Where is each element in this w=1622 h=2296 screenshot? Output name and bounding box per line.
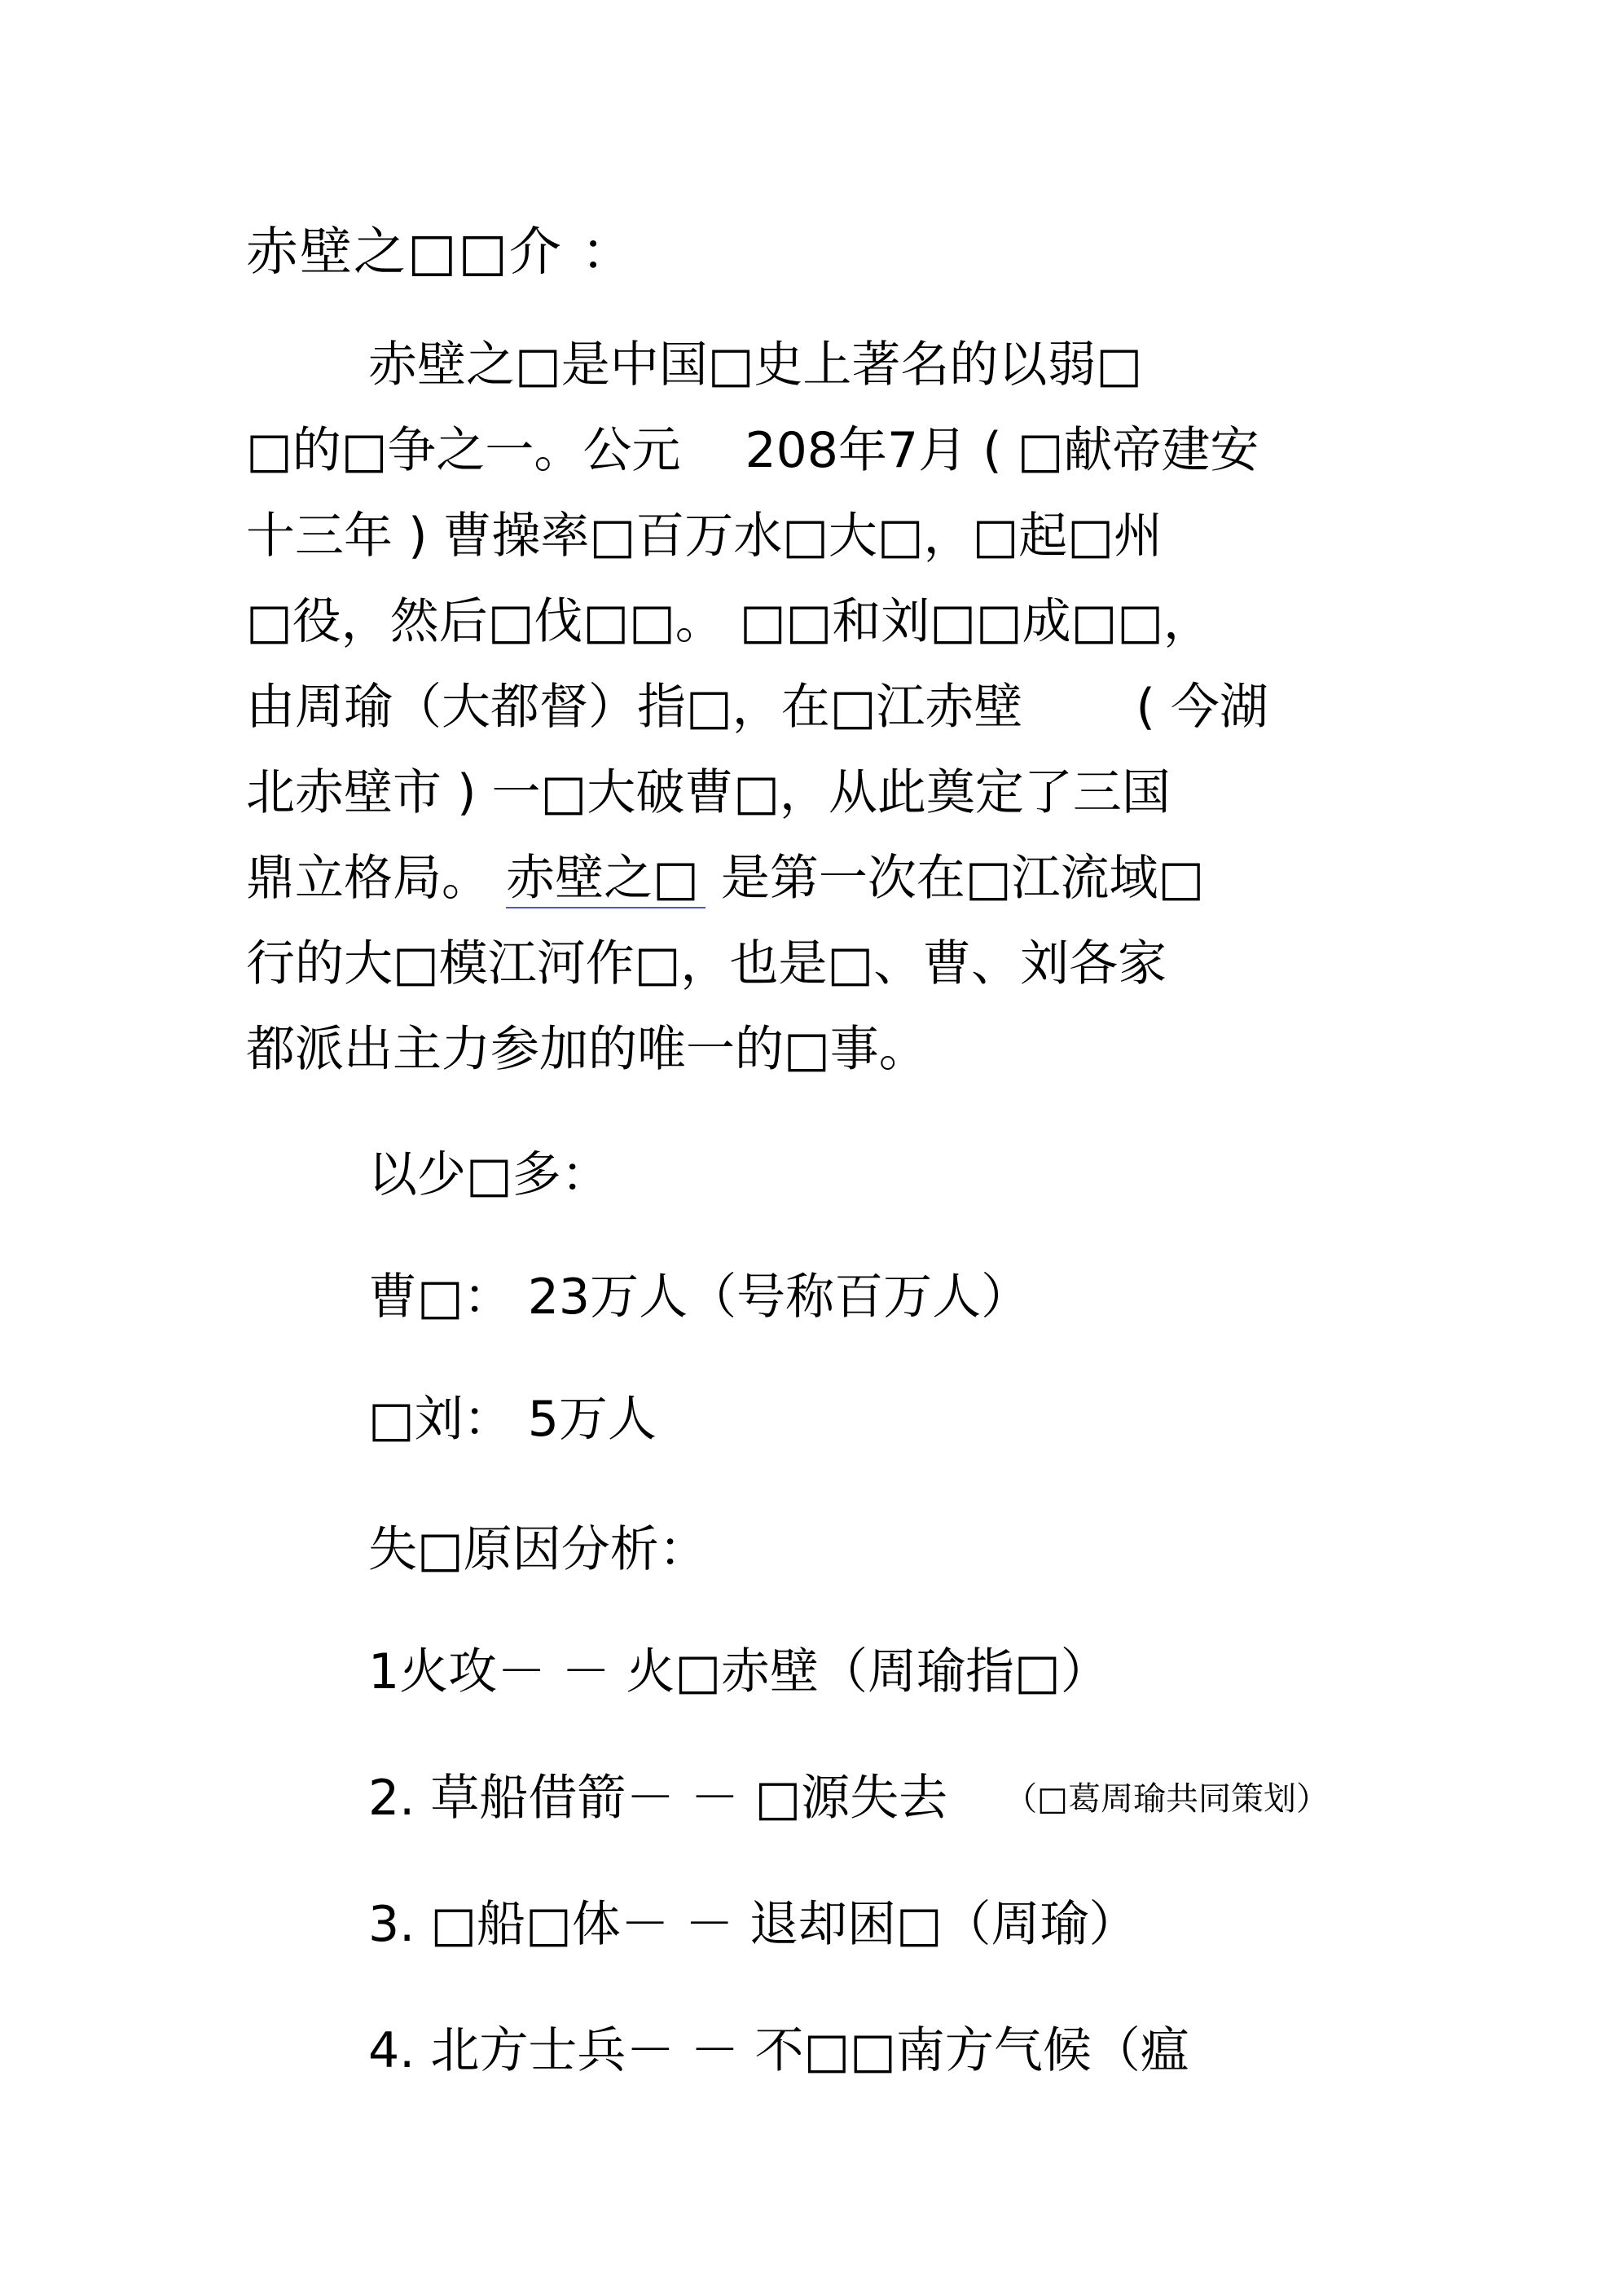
paragraph-line [246,846,1204,911]
list-item: 1火攻－ － 火□赤壁（周瑜指□） [368,1643,1110,1700]
paragraph-line: 都派出主力参加的唯一的□事。 [246,1021,928,1078]
paragraph-text: 是第一次在□江流域□ [705,850,1205,907]
list-item: 3. □船□体－ － 退却困□（周瑜） [368,1896,1138,1953]
paragraph-line: 十三年 ) 曹操率□百万水□大□，□起□州 [246,508,1163,565]
paragraph-line: □役，然后□伐□□。 □□和刘□□成□□， [246,593,1212,650]
list-item: 曹□： 23万人（号称百万人） [368,1269,1031,1326]
paragraph-line: 赤壁之□是中国□史上著名的以弱□ [368,336,1143,394]
paragraph-line: 北赤壁市 ) 一□大破曹□，从此奠定了三国 [246,764,1171,821]
paragraph-line: 由周瑜（大都督）指□，在□江赤壁 ( 今湖 [246,679,1268,736]
document-title: 赤壁之□□介 ： [246,222,635,283]
list-item: □刘： 5万人 [368,1391,657,1448]
paragraph-line: 行的大□模江河作□，也是□、曹、刘各家 [246,935,1167,992]
list-item: 4. 北方士兵－ － 不□□南方气候（瘟 [368,2022,1189,2079]
list-item-note: （□葛周瑜共同策划） [1004,1780,1329,1818]
list-item [368,1766,1329,1831]
paragraph-text: 鼎立格局。 [246,850,507,907]
list-item-text: 2. 草船借箭－ － □源失去 [368,1770,948,1827]
section-heading: 以少□多： [368,1146,610,1203]
section-heading: 失□原因分析： [368,1521,708,1578]
paragraph-line: □的□争之一。公元 208年7月 ( □献帝建安 [246,422,1259,479]
chibi-link[interactable]: 赤壁之□ [506,850,706,908]
